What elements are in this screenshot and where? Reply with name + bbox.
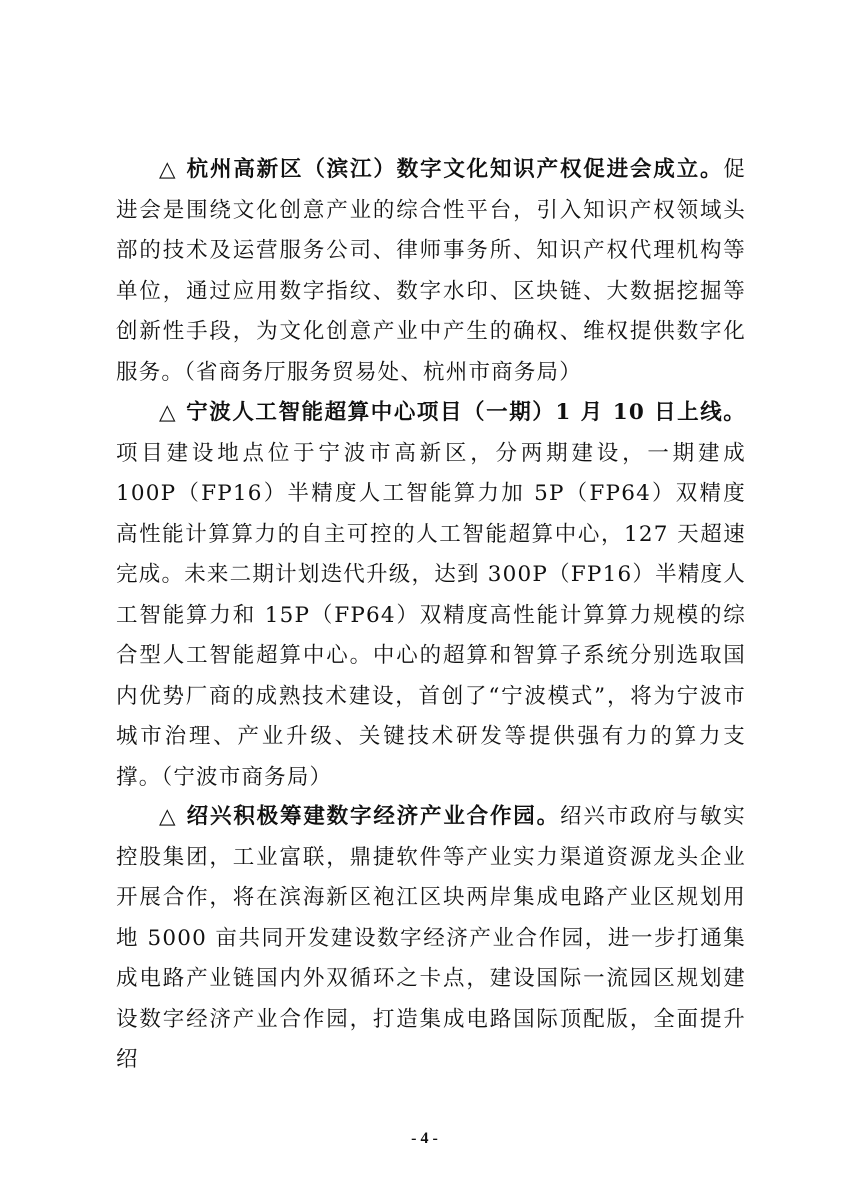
page-number: - 4 - [411, 1130, 438, 1147]
paragraph-lead: △ 宁波人工智能超算中心项目（一期）1 月 10 日上线。 [159, 400, 746, 425]
paragraph-lead: △ 绍兴积极筹建数字经济产业合作园。 [159, 804, 560, 829]
paragraph-shaoxing-digital-park [116, 797, 746, 1081]
paragraph-body: 绍兴市政府与敏实控股集团，工业富联，鼎捷软件等产业实力渠道资源龙头企业开展合作，将在滨海新区袍江区块两岸集成电路产业区规划用地 5000 亩共同开发建设数字经济产业合作园，进一步打通集成电路产业链国内外双循环之卡点，建设国际一流园区规划建设数字经济产业合作园，打造集成电路国际顶配版，全面提升绍 [116, 804, 746, 1072]
paragraph-lead: △ 杭州高新区（滨江）数字文化知识产权促进会成立。 [159, 157, 724, 182]
paragraph-ningbo-ai-supercomputing [116, 393, 746, 798]
paragraph-body: 项目建设地点位于宁波市高新区，分两期建设，一期建成 100P（FP16）半精度人工智能算力加 5P（FP64）双精度高性能计算算力的自主可控的人工智能超算中心，127 天超速完成。未来二期计划迭代升级，达到 300P（FP16）半精度人工智能算力和 15P（FP64）双精度高性能计算算力规模的综合型人工智能超算中心。中心的超算和智算子系统分别选取国内优势厂商的成熟技术建设，首创了“宁波模式”，将为宁波市城市治理、产业升级、关键技术研发等提供强有力的算力支撑。（宁波市商务局） [116, 440, 746, 790]
paragraph-hangzhou-ip-association [116, 150, 746, 393]
paragraph-body: 促进会是围绕文化创意产业的综合性平台，引入知识产权领域头部的技术及运营服务公司、律师事务所、知识产权代理机构等单位，通过应用数字指纹、数字水印、区块链、大数据挖掘等创新性手段，为文化创意产业中产生的确权、维权提供数字化服务。（省商务厅服务贸易处、杭州市商务局） [116, 157, 746, 385]
